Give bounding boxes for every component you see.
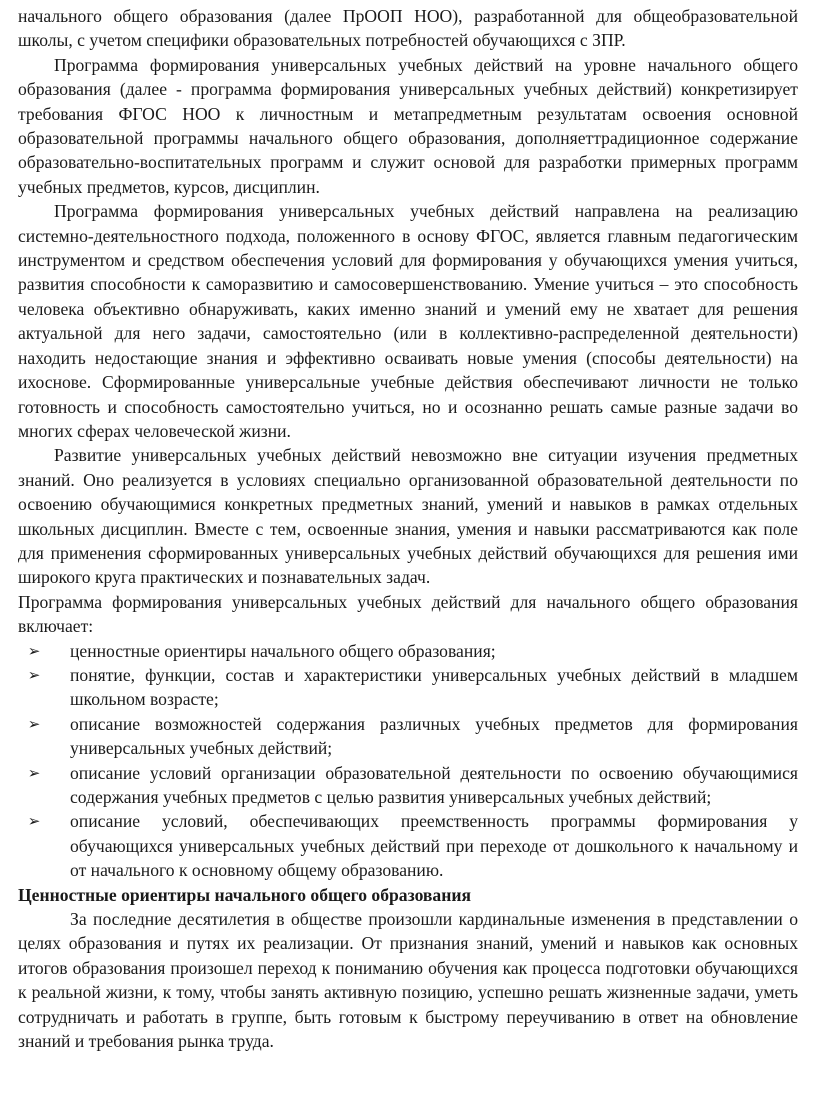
paragraph-program-includes: Программа формирования универсальных учебных действий для начального общего образования включает: bbox=[18, 591, 798, 637]
list-item-text: описание возможностей содержания различных учебных предметов для формирования универсальных учебных действий; bbox=[70, 713, 798, 759]
arrowhead-bullet-icon: ➢ bbox=[27, 812, 41, 831]
list-item bbox=[18, 712, 798, 761]
list-item bbox=[18, 663, 798, 712]
paragraph-uud-development: Развитие универсальных учебных действий невозможно вне ситуации изучения предметных знаний. Оно реализуется в условиях специально организованной образовательной деятельности по освоению обучающимися конкретных предметных знаний, умений и навыков в рамках отдельных школьных дисциплин. Вместе с тем, освоенные знания, умения и навыки рассматриваются как поле для применения сформированных универсальных учебных действий обучающихся для решения ими широкого круга практических и познавательных задач. bbox=[18, 445, 798, 588]
paragraph-uud-program-purpose: Программа формирования универсальных учебных действий направлена на реализацию системно-деятельностного подхода, положенного в основу ФГОС, является главным педагогическим инструментом и средством обеспечения условий для формирования у обучающихся умения учиться, развития способности к саморазвитию и самосовершенствованию. Умение учиться – это способность человека объективно обнаруживать, каких именно знаний и умений ему не хватает для решения актуальной для него задачи, самостоятельно (или в коллективно-распределенной деятельности) находить недостающие знания и эффективно осваивать новые умения (способы деятельности) на ихоснове. Сформированные универсальные учебные действия обеспечивают личности не только готовность и способность самостоятельно учиться, но и осознанно решать самые разные задачи во многих сферах человеческой жизни. bbox=[18, 201, 798, 441]
arrowhead-bullet-icon: ➢ bbox=[27, 763, 41, 782]
paragraph-section-body: За последние десятилетия в обществе произошли кардинальные изменения в представлении о целях образования и путях их реализации. От признания знаний, умений и навыков как основных итогов образования произошел переход к пониманию обучения как процесса подготовки обучающихся к реальной жизни, к тому, чтобы занять активную позицию, успешно решать жизненные задачи, уметь сотрудничать и работать в группе, быть готовым к быстрому переучиванию в ответ на обновление знаний и требования рынка труда. bbox=[18, 909, 798, 1052]
list-item-text: описание условий, обеспечивающих преемственность программы формирования у обучающихся универсальных учебных действий при переходе от дошкольного к начальному и от начального к основному общему образованию. bbox=[70, 811, 798, 881]
paragraph-continuation: начального общего образования (далее ПрООП НОО), разработанной для общеобразовательной школы, с учетом специфики образовательных потребностей обучающихся с ЗПР. bbox=[18, 6, 798, 51]
list-item bbox=[18, 639, 798, 663]
section-heading: Ценностные ориентиры начального общего образования bbox=[18, 884, 472, 905]
arrowhead-bullet-icon: ➢ bbox=[27, 714, 41, 733]
arrowhead-bullet-icon: ➢ bbox=[27, 665, 41, 684]
list-item bbox=[18, 809, 798, 882]
arrowhead-bullet-icon: ➢ bbox=[27, 641, 41, 660]
document-page bbox=[18, 4, 798, 1053]
list-item-text: ценностные ориентиры начального общего образования; bbox=[70, 640, 496, 661]
program-contents-list bbox=[18, 639, 798, 883]
paragraph-uud-program-definition: Программа формирования универсальных учебных действий на уровне начального общего образования (далее - программа формирования универсальных учебных действий) конкретизирует требования ФГОС НОО к личностным и метапредметным результатам освоения основной образовательной программы начального общего образования, дополняеттрадиционное содержание образовательно-воспитательных программ и служит основой для разработки примерных программ учебных предметов, курсов, дисциплин. bbox=[18, 54, 798, 197]
list-item-text: описание условий организации образовательной деятельности по освоению обучающимися содержания учебных предметов с целью развития универсальных учебных действий; bbox=[70, 762, 798, 807]
list-item bbox=[18, 761, 798, 810]
list-item-text: понятие, функции, состав и характеристики универсальных учебных действий в младшем школьном возрасте; bbox=[70, 664, 798, 710]
